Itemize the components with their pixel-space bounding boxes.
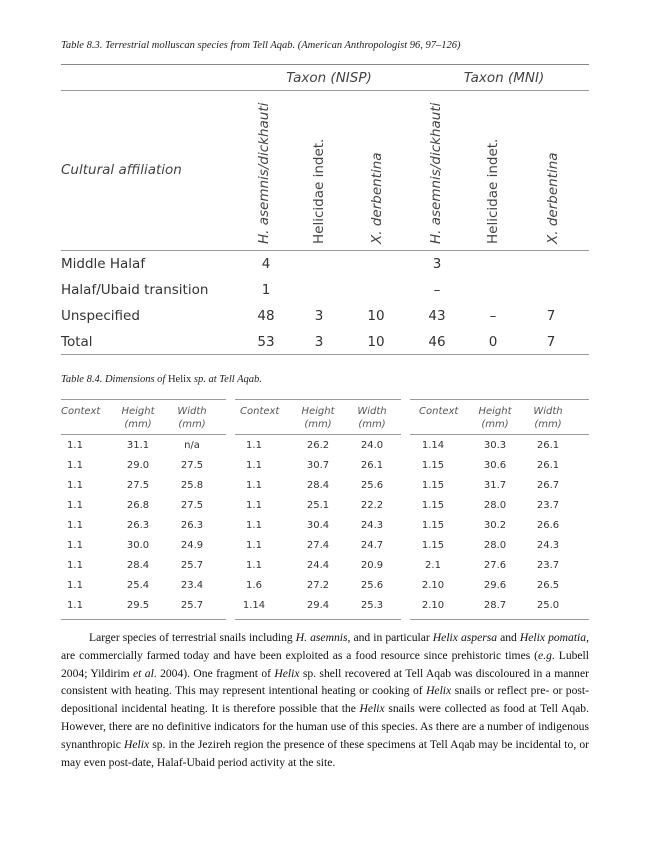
table-cell: 22.2 <box>360 500 384 511</box>
header-height <box>118 405 158 431</box>
table-cell: 1 <box>261 282 271 298</box>
group-header-mni: Taxon (MNI) <box>463 70 545 86</box>
table-cell: 1.15 <box>421 520 445 531</box>
table-cell: 1.1 <box>67 560 83 571</box>
table-cell: 25.6 <box>360 480 384 491</box>
table-cell: 24.4 <box>306 560 330 571</box>
header-height-unit: (mm) <box>304 419 332 430</box>
header-height-unit: (mm) <box>481 419 509 430</box>
italic-run: Helix <box>426 684 452 698</box>
table-cell: 27.5 <box>180 460 204 471</box>
table-cell: 28.7 <box>483 600 507 611</box>
table-cell: 4 <box>261 256 271 272</box>
block-2-header-rule <box>235 434 401 435</box>
table-cell: 1.14 <box>421 440 445 451</box>
italic-run: Helix aspersa <box>432 631 498 644</box>
col-header-nisp-h-asemnis: H. asemnis/dickhauti <box>256 102 272 244</box>
row-label: Unspecified <box>61 308 140 324</box>
header-width-label: Width <box>533 406 563 417</box>
table-cell: – <box>489 308 497 324</box>
table-cell: 29.6 <box>483 580 507 591</box>
table-cell: 43 <box>428 308 446 324</box>
table-cell: 30.2 <box>483 520 507 531</box>
caption-text: Table 8.4. Dimensions of <box>61 374 168 385</box>
table-bottom-rule <box>61 354 589 355</box>
col-header-mni-helicidae: Helicidae indet. <box>485 138 501 244</box>
block-3-bottom-rule <box>410 619 589 620</box>
table-cell: 30.0 <box>126 540 150 551</box>
table-cell: 27.6 <box>483 560 507 571</box>
text-run: . Lubell 2004; Yildirim <box>61 648 590 680</box>
italic-run: e.g <box>538 648 552 662</box>
table-cell: 1.1 <box>67 440 83 451</box>
header-width <box>528 405 568 431</box>
italic-run: Helix <box>274 666 300 680</box>
text-run: snails or reflect pre- or post-depositional incidental heating. It is therefore possible that the <box>61 684 589 716</box>
group-rule <box>61 90 589 91</box>
table-cell: 29.5 <box>126 600 150 611</box>
table-cell: 26.6 <box>536 520 560 531</box>
caption-genus: Helix <box>167 374 192 385</box>
text-run: and <box>497 631 520 644</box>
table-cell: 26.8 <box>126 500 150 511</box>
group-header-nisp: Taxon (NISP) <box>286 70 372 86</box>
table-cell: 31.1 <box>126 440 150 451</box>
table-cell: 26.3 <box>180 520 204 531</box>
table-cell: 1.15 <box>421 460 445 471</box>
table-cell: 26.3 <box>126 520 150 531</box>
text-run: . 2004). One fragment of <box>153 666 275 680</box>
text-run: , are commercially farmed today and have been exploited as a food resource since prehistoric times ( <box>61 631 589 662</box>
table-cell: 1.15 <box>421 540 445 551</box>
table-cell: 26.1 <box>536 460 560 471</box>
table-cell: 25.0 <box>536 600 560 611</box>
table-cell: 7 <box>546 308 556 324</box>
table-cell: 46 <box>428 334 446 350</box>
paragraph-text <box>61 629 589 771</box>
table-cell: 24.9 <box>180 540 204 551</box>
table-8-3-caption: Table 8.3. Terrestrial molluscan species from Tell Aqab. (American Anthropologist 96, 97–126) <box>61 40 461 51</box>
table-8-4 <box>61 399 589 621</box>
table-cell: 30.4 <box>306 520 330 531</box>
table-cell: 1.1 <box>246 500 262 511</box>
table-cell: 48 <box>257 308 275 324</box>
header-context: Context <box>240 406 280 417</box>
table-cell: 2.1 <box>425 560 441 571</box>
table-cell: 53 <box>257 334 275 350</box>
header-height <box>475 405 515 431</box>
text-run: Larger species of terrestrial snails including <box>89 631 296 644</box>
row-label: Total <box>61 334 93 350</box>
table-cell: 7 <box>546 334 556 350</box>
caption-text: sp. at Tell Aqab. <box>191 374 262 385</box>
header-height-label: Height <box>478 406 512 417</box>
block-1-header-rule <box>61 434 226 435</box>
italic-run: Helix <box>124 737 150 751</box>
table-top-rule <box>61 64 589 65</box>
text-run: sp. shell recovered at Tell Aqab was discoloured in a manner consistent with heating. This may represent intentional heating or cooking of <box>61 666 589 698</box>
block-1-top-rule <box>61 399 226 400</box>
table-cell: 1.1 <box>246 480 262 491</box>
table-cell: 29.4 <box>306 600 330 611</box>
col-header-nisp-x-derbentina: X. derbentina <box>369 152 385 244</box>
block-3-header-rule <box>410 434 589 435</box>
table-cell: 0 <box>488 334 498 350</box>
table-cell: 1.1 <box>67 540 83 551</box>
header-width-label: Width <box>177 406 207 417</box>
col-header-mni-x-derbentina: X. derbentina <box>545 152 561 244</box>
italic-run: Helix pomatia <box>519 631 587 644</box>
table-cell: 20.9 <box>360 560 384 571</box>
header-width-unit: (mm) <box>358 419 386 430</box>
table-cell: 24.0 <box>360 440 384 451</box>
table-cell: 28.0 <box>483 540 507 551</box>
table-cell: 25.3 <box>360 600 384 611</box>
table-cell: 28.0 <box>483 500 507 511</box>
table-cell: 24.3 <box>360 520 384 531</box>
block-1-bottom-rule <box>61 619 226 620</box>
table-cell: 25.6 <box>360 580 384 591</box>
table-cell: 10 <box>367 334 385 350</box>
table-cell: 3 <box>314 334 324 350</box>
header-height-label: Height <box>121 406 155 417</box>
table-cell: 10 <box>367 308 385 324</box>
header-width-unit: (mm) <box>178 419 206 430</box>
table-cell: 28.4 <box>126 560 150 571</box>
table-cell: 31.7 <box>483 480 507 491</box>
header-height-unit: (mm) <box>124 419 152 430</box>
table-cell: 1.1 <box>67 600 83 611</box>
text-run: sp. in the Jezireh region the presence of these specimens at Tell Aqab may be incidental to, or may even post-date, Halaf-Ubaid period activity at the site. <box>61 737 589 769</box>
table-cell: 30.6 <box>483 460 507 471</box>
table-cell: 25.7 <box>180 600 204 611</box>
table-cell: 1.6 <box>246 580 262 591</box>
table-cell: 26.1 <box>360 460 384 471</box>
table-cell: 1.1 <box>246 440 262 451</box>
table-cell: 25.8 <box>180 480 204 491</box>
header-context: Context <box>419 406 459 417</box>
header-height-label: Height <box>301 406 335 417</box>
table-8-3 <box>61 64 589 356</box>
table-cell: 27.5 <box>126 480 150 491</box>
table-cell: 1.1 <box>246 460 262 471</box>
italic-run: et al <box>133 666 154 680</box>
table-cell: – <box>433 282 441 298</box>
table-cell: 1.1 <box>246 560 262 571</box>
header-rule <box>61 250 589 251</box>
body-paragraph <box>61 629 589 771</box>
table-cell: 1.1 <box>67 500 83 511</box>
table-cell: 29.0 <box>126 460 150 471</box>
block-3-top-rule <box>410 399 589 400</box>
italic-run: H. asemnis <box>295 631 348 644</box>
header-height <box>298 405 338 431</box>
header-width <box>352 405 392 431</box>
table-cell: 25.4 <box>126 580 150 591</box>
table-cell: 26.1 <box>536 440 560 451</box>
text-run: snails were collected as food at Tell Aqab. However, there are no definitive indicators for the human use of this species. As there are a number of indigenous synanthropic <box>61 702 589 751</box>
table-cell: 26.2 <box>306 440 330 451</box>
block-2-top-rule <box>235 399 401 400</box>
table-cell: 1.1 <box>67 580 83 591</box>
table-cell: 1.1 <box>67 480 83 491</box>
table-cell: 30.3 <box>483 440 507 451</box>
text-run: , and in particular <box>347 631 433 644</box>
table-cell: 25.7 <box>180 560 204 571</box>
row-label: Middle Halaf <box>61 256 146 272</box>
table-cell: 2.10 <box>421 600 445 611</box>
table-cell: 27.5 <box>180 500 204 511</box>
col-header-mni-h-asemnis: H. asemnis/dickhauti <box>428 102 444 244</box>
table-cell: 30.7 <box>306 460 330 471</box>
table-cell: 3 <box>314 308 324 324</box>
block-2-bottom-rule <box>235 619 401 620</box>
header-width-unit: (mm) <box>534 419 562 430</box>
header-width-label: Width <box>357 406 387 417</box>
table-cell: 1.15 <box>421 480 445 491</box>
table-cell: 24.7 <box>360 540 384 551</box>
table-cell: 1.1 <box>246 540 262 551</box>
table-cell: 2.10 <box>421 580 445 591</box>
table-cell: 25.1 <box>306 500 330 511</box>
table-cell: 1.1 <box>67 460 83 471</box>
header-context: Context <box>61 406 101 417</box>
table-cell: 3 <box>432 256 442 272</box>
table-cell: 1.14 <box>242 600 266 611</box>
table-cell: 1.15 <box>421 500 445 511</box>
table-cell: 27.2 <box>306 580 330 591</box>
header-width <box>172 405 212 431</box>
table-8-4-caption <box>61 374 262 385</box>
table-cell: 23.7 <box>536 500 560 511</box>
table-cell: 27.4 <box>306 540 330 551</box>
table-cell: 23.7 <box>536 560 560 571</box>
table-cell: 28.4 <box>306 480 330 491</box>
row-header-cultural-affiliation: Cultural affiliation <box>61 162 182 178</box>
table-cell: n/a <box>184 440 200 451</box>
table-cell: 26.5 <box>536 580 560 591</box>
table-cell: 1.1 <box>67 520 83 531</box>
italic-run: Helix <box>359 702 385 716</box>
row-label: Halaf/Ubaid transition <box>61 282 209 298</box>
table-cell: 24.3 <box>536 540 560 551</box>
table-cell: 1.1 <box>246 520 262 531</box>
table-cell: 23.4 <box>180 580 204 591</box>
table-cell: 26.7 <box>536 480 560 491</box>
col-header-nisp-helicidae: Helicidae indet. <box>311 138 327 244</box>
